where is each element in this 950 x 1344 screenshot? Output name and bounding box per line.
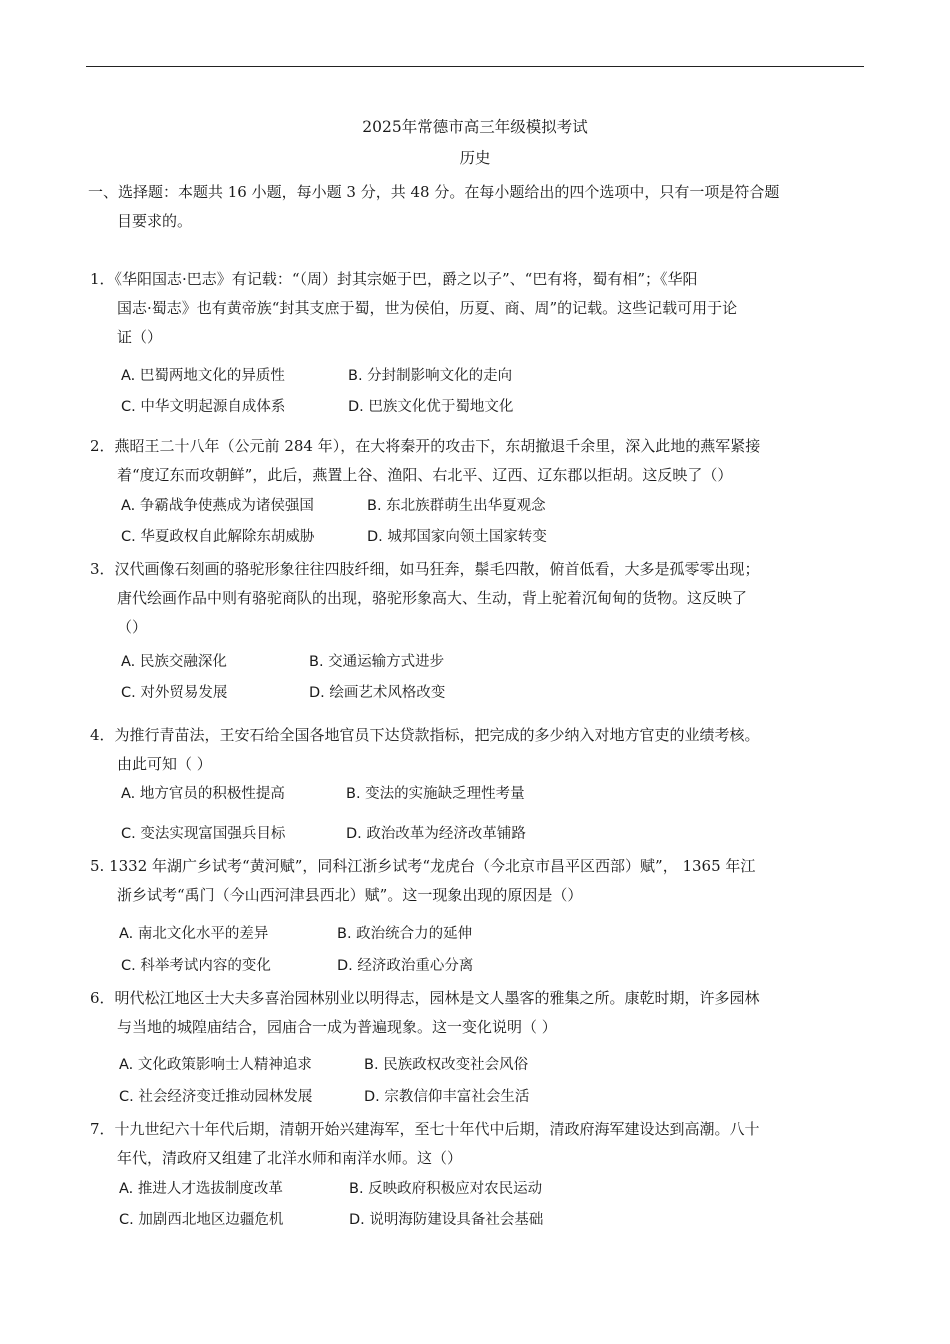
option-c[interactable]: C. 科举考试内容的变化	[121, 958, 271, 974]
question-text: 4．为推行青苗法，王安石给全国各地官员下达贷款指标，把完成的多少纳入对地方官吏的业绩考核。	[90, 726, 760, 744]
option-a[interactable]: A. 南北文化水平的差异	[119, 926, 269, 942]
option-d[interactable]: D. 说明海防建设具备社会基础	[349, 1212, 544, 1228]
question-text: 由此可知（ ）	[117, 755, 212, 773]
question-text: 国志·蜀志》也有黄帝族“封其支庶于蜀，世为侯伯，历夏、商、周”的记载。这些记载可用于论	[117, 299, 738, 317]
question-text: 年代，清政府又组建了北洋水师和南洋水师。这（）	[117, 1149, 463, 1167]
option-c[interactable]: C. 社会经济变迁推动园林发展	[119, 1089, 313, 1105]
option-d[interactable]: D. 城邦国家向领土国家转变	[367, 529, 547, 545]
option-b[interactable]: B. 交通运输方式进步	[309, 654, 445, 670]
option-c[interactable]: C. 加剧西北地区边疆危机	[119, 1212, 284, 1228]
option-b[interactable]: B. 变法的实施缺乏理性考量	[346, 786, 525, 802]
option-b[interactable]: B. 反映政府积极应对农民运动	[349, 1181, 543, 1197]
option-d[interactable]: D. 巴族文化优于蜀地文化	[348, 399, 514, 415]
option-a[interactable]: A. 巴蜀两地文化的异质性	[121, 368, 285, 384]
option-d[interactable]: D. 绘画艺术风格改变	[309, 685, 446, 701]
option-b[interactable]: B. 东北族群萌生出华夏观念	[367, 498, 546, 514]
subject-title: 历史	[459, 149, 491, 167]
option-a[interactable]: A. 推进人才选拔制度改革	[119, 1181, 283, 1197]
question-text: 5. 1332 年湖广乡试考“黄河赋”，同科江浙乡试考“龙虎台（今北京市昌平区西部）赋”， 1365 年江	[90, 857, 756, 875]
question-text: 着“度辽东而攻朝鲜”，此后，燕置上谷、渔阳、右北平、辽西、辽东郡以拒胡。这反映了（）	[117, 466, 733, 484]
question-text: 7．十九世纪六十年代后期，清朝开始兴建海军，至七十年代中后期，清政府海军建设达到高潮。八十	[90, 1120, 760, 1138]
question-text: 1．《华阳国志·巴志》有记载：“（周）封其宗姬于巴，爵之以子”、“巴有将，蜀有相”；《华阳	[90, 270, 698, 288]
header-rule	[86, 66, 864, 67]
option-c[interactable]: C. 对外贸易发展	[121, 685, 228, 701]
option-a[interactable]: A. 文化政策影响士人精神追求	[119, 1057, 312, 1073]
question-text: 浙乡试考“禹门（今山西河津县西北）赋”。这一现象出现的原因是（）	[117, 886, 583, 904]
question-text: （）	[117, 618, 148, 636]
option-b[interactable]: B. 政治统合力的延伸	[337, 926, 473, 942]
exam-title: 2025年常德市高三年级模拟考试	[362, 118, 588, 136]
question-text: 唐代绘画作品中则有骆驼商队的出现，骆驼形象高大、生动，背上驼着沉甸甸的货物。这反映了	[117, 589, 748, 607]
option-a[interactable]: A. 争霸战争使燕成为诸侯强国	[121, 498, 314, 514]
question-text: 3．汉代画像石刻画的骆驼形象往往四肢纤细，如马狂奔，鬃毛四散，俯首低看，大多是孤零零出现；	[90, 560, 760, 578]
option-d[interactable]: D. 经济政治重心分离	[337, 958, 474, 974]
option-b[interactable]: B. 分封制影响文化的走向	[348, 368, 513, 384]
option-c[interactable]: C. 中华文明起源自成体系	[121, 399, 286, 415]
option-a[interactable]: A. 地方官员的积极性提高	[121, 786, 285, 802]
question-text: 与当地的城隍庙结合，园庙合一成为普遍现象。这一变化说明（ ）	[117, 1018, 557, 1036]
option-a[interactable]: A. 民族交融深化	[121, 654, 227, 670]
option-d[interactable]: D. 宗教信仰丰富社会生活	[364, 1089, 530, 1105]
question-text: 6．明代松江地区士大夫多喜治园林别业以明得志，园林是文人墨客的雅集之所。康乾时期，许多园林	[90, 989, 760, 1007]
section-instruction-cont: 目要求的。	[117, 212, 193, 230]
option-c[interactable]: C. 华夏政权自此解除东胡威胁	[121, 529, 315, 545]
question-text: 2．燕昭王二十八年（公元前 284 年），在大将秦开的攻击下，东胡撤退千余里，深入此地的燕军紧接	[90, 437, 761, 455]
option-c[interactable]: C. 变法实现富国强兵目标	[121, 826, 286, 842]
option-b[interactable]: B. 民族政权改变社会风俗	[364, 1057, 529, 1073]
question-text: 证（）	[117, 328, 163, 346]
option-d[interactable]: D. 政治改革为经济改革铺路	[346, 826, 526, 842]
section-instruction: 一、选择题：本题共 16 小题，每小题 3 分，共 48 分。在每小题给出的四个选项中，只有一项是符合题	[88, 183, 780, 201]
